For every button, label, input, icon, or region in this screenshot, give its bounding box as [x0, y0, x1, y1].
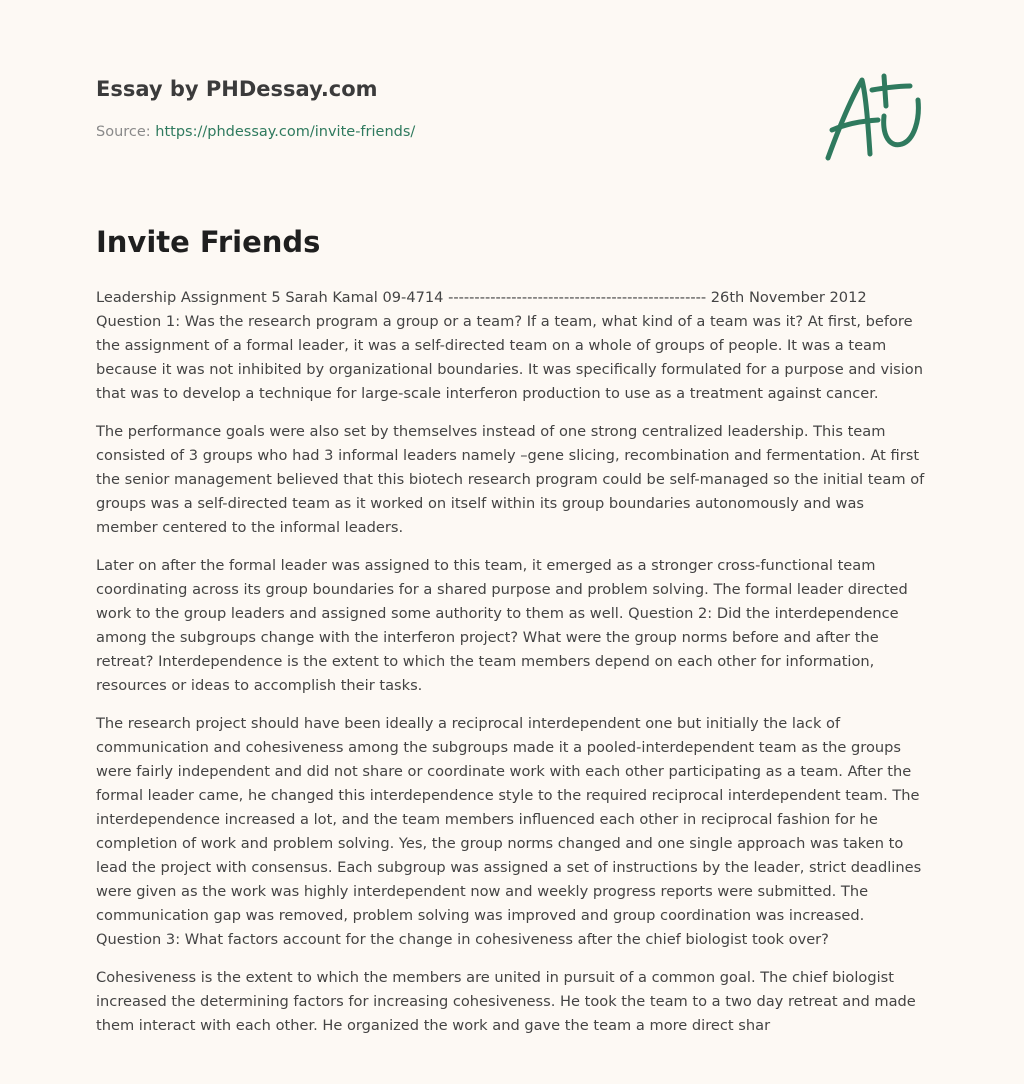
paragraph: Leadership Assignment 5 Sarah Kamal 09-4714 ------------------------------------------------- 26th November 2012 Question 1: Was the research program a group or a team? If a team, what kind of a team was it? At first, before the assignment of a formal leader, it was a self-directed team on a whole of groups of people. It was a team because it was not inhibited by organizational boundaries. It was specifically formulated for a purpose and vision that was to develop a technique for large-scale interferon production to use as a treatment against cancer. — [96, 289, 923, 402]
article-body — [96, 286, 928, 1052]
paragraph: Cohesiveness is the extent to which the members are united in pursuit of a common goal. The chief biologist increased the determining factors for increasing cohesiveness. He took the team to a two day retreat and made them interact with each other. He organized the work and gave the team a more direct shar — [96, 969, 916, 1034]
source-label: Source: — [96, 124, 151, 140]
a-plus-logo-icon — [822, 66, 928, 166]
page-header — [96, 0, 928, 200]
source-line — [96, 124, 415, 140]
paragraph: The research project should have been ideally a reciprocal interdependent one but initially the lack of communication and cohesiveness among the subgroups made it a pooled-interdependent team as the groups were fairly independent and did not share or coordinate work with each other participating as a team. After the formal leader came, he changed this interdependence style to the required reciprocal interdependent team. The interdependence increased a lot, and the team members influenced each other in reciprocal fashion for he completion of work and problem solving. Yes, the group norms changed and one single approach was taken to lead the project with consensus. Each subgroup was assigned a set of instructions by the leader, strict deadlines were given as the work was highly interdependent now and weekly progress reports were submitted. The communication gap was removed, problem solving was improved and group coordination was increased. Question 3: What factors account for the change in cohesiveness after the chief biologist took over? — [96, 715, 922, 948]
site-title: Essay by PHDessay.com — [96, 77, 378, 101]
paragraph: Later on after the formal leader was assigned to this team, it emerged as a stronger cross-functional team coordinating across its group boundaries for a shared purpose and problem solving. The formal leader directed work to the group leaders and assigned some authority to them as well. Question 2: Did the interdependence among the subgroups change with the interferon project? What were the group norms before and after the retreat? Interdependence is the extent to which the team members depend on each other for information, resources or ideas to accomplish their tasks. — [96, 557, 908, 694]
source-link[interactable]: https://phdessay.com/invite-friends/ — [155, 124, 416, 140]
page-title: Invite Friends — [96, 225, 321, 259]
paragraph: The performance goals were also set by themselves instead of one strong centralized leadership. This team consisted of 3 groups who had 3 informal leaders namely –gene slicing, recombination and fermentation. At first the senior management believed that this biotech research program could be self-managed so the initial team of groups was a self-directed team as it worked on itself within its group boundaries autonomously and was member centered to the informal leaders. — [96, 423, 925, 536]
